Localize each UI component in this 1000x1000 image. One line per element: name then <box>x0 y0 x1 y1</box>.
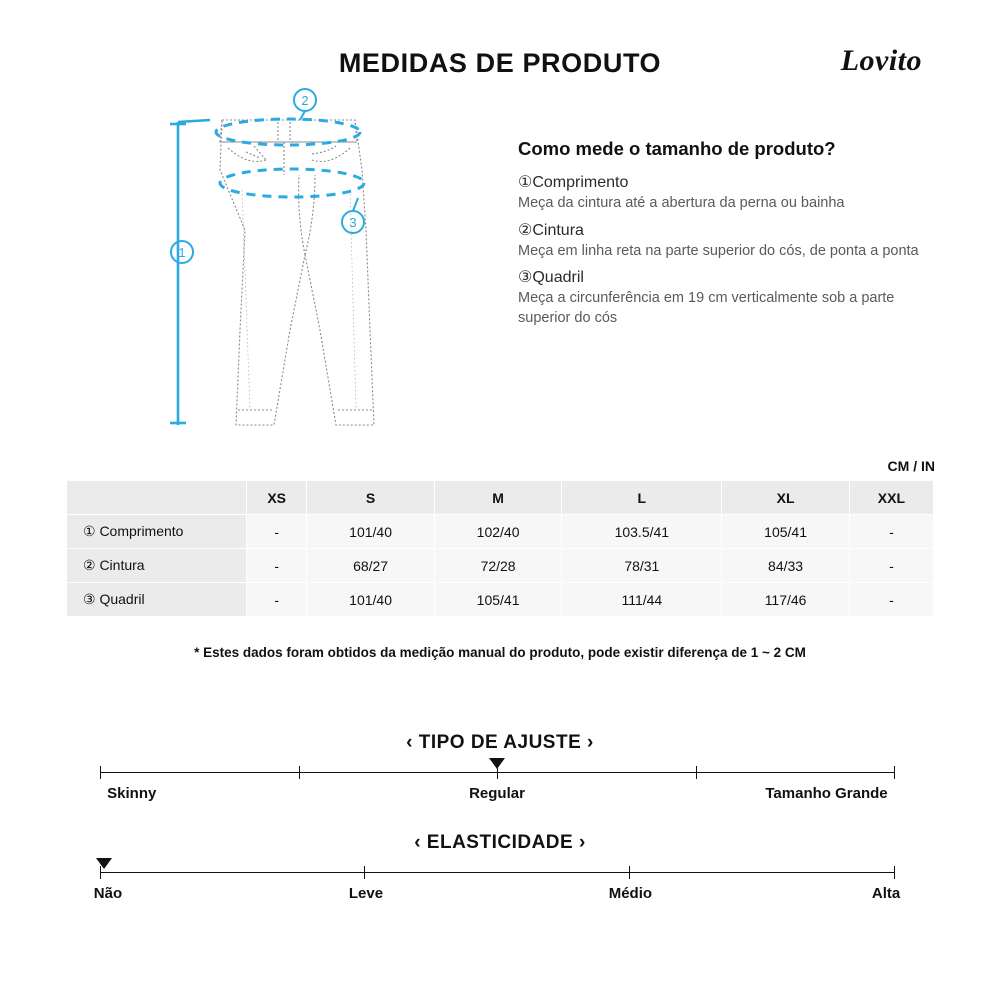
pants-illustration <box>150 80 480 450</box>
table-col-xxl: XXL <box>849 481 933 515</box>
svg-text:2: 2 <box>301 93 309 108</box>
stretch-scale <box>93 872 901 907</box>
measure-item-2-desc: Meça em linha reta na parte superior do cós, de ponta a ponta <box>518 242 919 259</box>
table-corner-cell <box>67 481 247 515</box>
row-label-quadril: ③ Quadril <box>67 583 247 617</box>
fit-scale-title: ‹ TIPO DE AJUSTE › <box>406 732 594 753</box>
stretch-scale-marker <box>96 858 112 869</box>
cell-cintura-xl: 84/33 <box>722 549 850 583</box>
fit-scale-line <box>100 772 894 773</box>
brand-logo: Lovito <box>840 44 922 77</box>
cell-cintura-l: 78/31 <box>562 549 722 583</box>
stretch-scale-title: ‹ ELASTICIDADE › <box>414 832 586 853</box>
measure-item-3-desc: Meça a circunferência em 19 cm verticalmente sob a parte superior do cós <box>518 290 895 326</box>
stretch-scale-labels <box>93 885 901 907</box>
cell-quadril-xs: - <box>247 583 307 617</box>
stretch-scale-line <box>100 872 894 873</box>
cell-comprimento-s: 101/40 <box>307 515 435 549</box>
cell-quadril-s: 101/40 <box>307 583 435 617</box>
fit-tick-1 <box>299 766 300 779</box>
fit-scale <box>100 772 894 807</box>
table-col-xs: XS <box>247 481 307 515</box>
cell-comprimento-l: 103.5/41 <box>562 515 722 549</box>
svg-text:3: 3 <box>349 215 357 230</box>
fit-scale-labels <box>100 785 894 807</box>
cell-comprimento-xxl: - <box>849 515 933 549</box>
cell-quadril-l: 111/44 <box>562 583 722 617</box>
table-col-l: L <box>562 481 722 515</box>
stretch-label-medio: Médio <box>608 885 653 902</box>
cell-quadril-xxl: - <box>849 583 933 617</box>
fit-tick-3 <box>696 766 697 779</box>
stretch-label-alta: Alta <box>871 885 901 902</box>
fit-tick-0 <box>100 766 101 779</box>
measure-item-1-desc: Meça da cintura até a abertura da perna ou bainha <box>518 195 845 211</box>
fit-label-tamanho-grande: Tamanho Grande <box>765 785 888 802</box>
stretch-tick-2 <box>629 866 630 879</box>
cell-quadril-xl: 117/46 <box>722 583 850 617</box>
cell-comprimento-xs: - <box>247 515 307 549</box>
size-table <box>66 480 934 617</box>
cell-comprimento-m: 102/40 <box>434 515 562 549</box>
cell-cintura-s: 68/27 <box>307 549 435 583</box>
cell-quadril-m: 105/41 <box>434 583 562 617</box>
table-row <box>67 549 934 583</box>
table-col-xl: XL <box>722 481 850 515</box>
table-col-s: S <box>307 481 435 515</box>
cell-cintura-xs: - <box>247 549 307 583</box>
row-label-cintura: ② Cintura <box>67 549 247 583</box>
measure-item-1-label: ①Comprimento <box>518 174 629 191</box>
fit-scale-marker <box>489 758 505 769</box>
table-header-row <box>67 481 934 515</box>
page-title: MEDIDAS DE PRODUTO <box>338 48 662 78</box>
svg-text:1: 1 <box>178 245 186 260</box>
table-col-m: M <box>434 481 562 515</box>
stretch-tick-1 <box>364 866 365 879</box>
cell-cintura-m: 72/28 <box>434 549 562 583</box>
row-label-comprimento: ① Comprimento <box>67 515 247 549</box>
fit-label-regular: Regular <box>469 785 525 802</box>
fit-label-skinny: Skinny <box>107 785 157 802</box>
how-to-measure-heading: Como mede o tamanho de produto? <box>518 138 836 159</box>
how-to-measure-section <box>518 138 938 332</box>
stretch-label-leve: Leve <box>348 885 384 902</box>
cell-comprimento-xl: 105/41 <box>722 515 850 549</box>
measure-item-2-label: ②Cintura <box>518 221 584 239</box>
fit-tick-4 <box>894 766 895 779</box>
units-label: CM / IN <box>887 458 935 474</box>
stretch-label-nao: Não <box>93 885 123 902</box>
table-row <box>67 515 934 549</box>
manual-measurement-note: * Estes dados foram obtidos da medição manual do produto, pode existir diferença de 1 ~ 2 CM <box>194 645 806 660</box>
table-row <box>67 583 934 617</box>
product-diagram <box>150 80 480 450</box>
cell-cintura-xxl: - <box>849 549 933 583</box>
stretch-tick-3 <box>894 866 895 879</box>
measure-item-3-label: ③Quadril <box>518 269 584 287</box>
